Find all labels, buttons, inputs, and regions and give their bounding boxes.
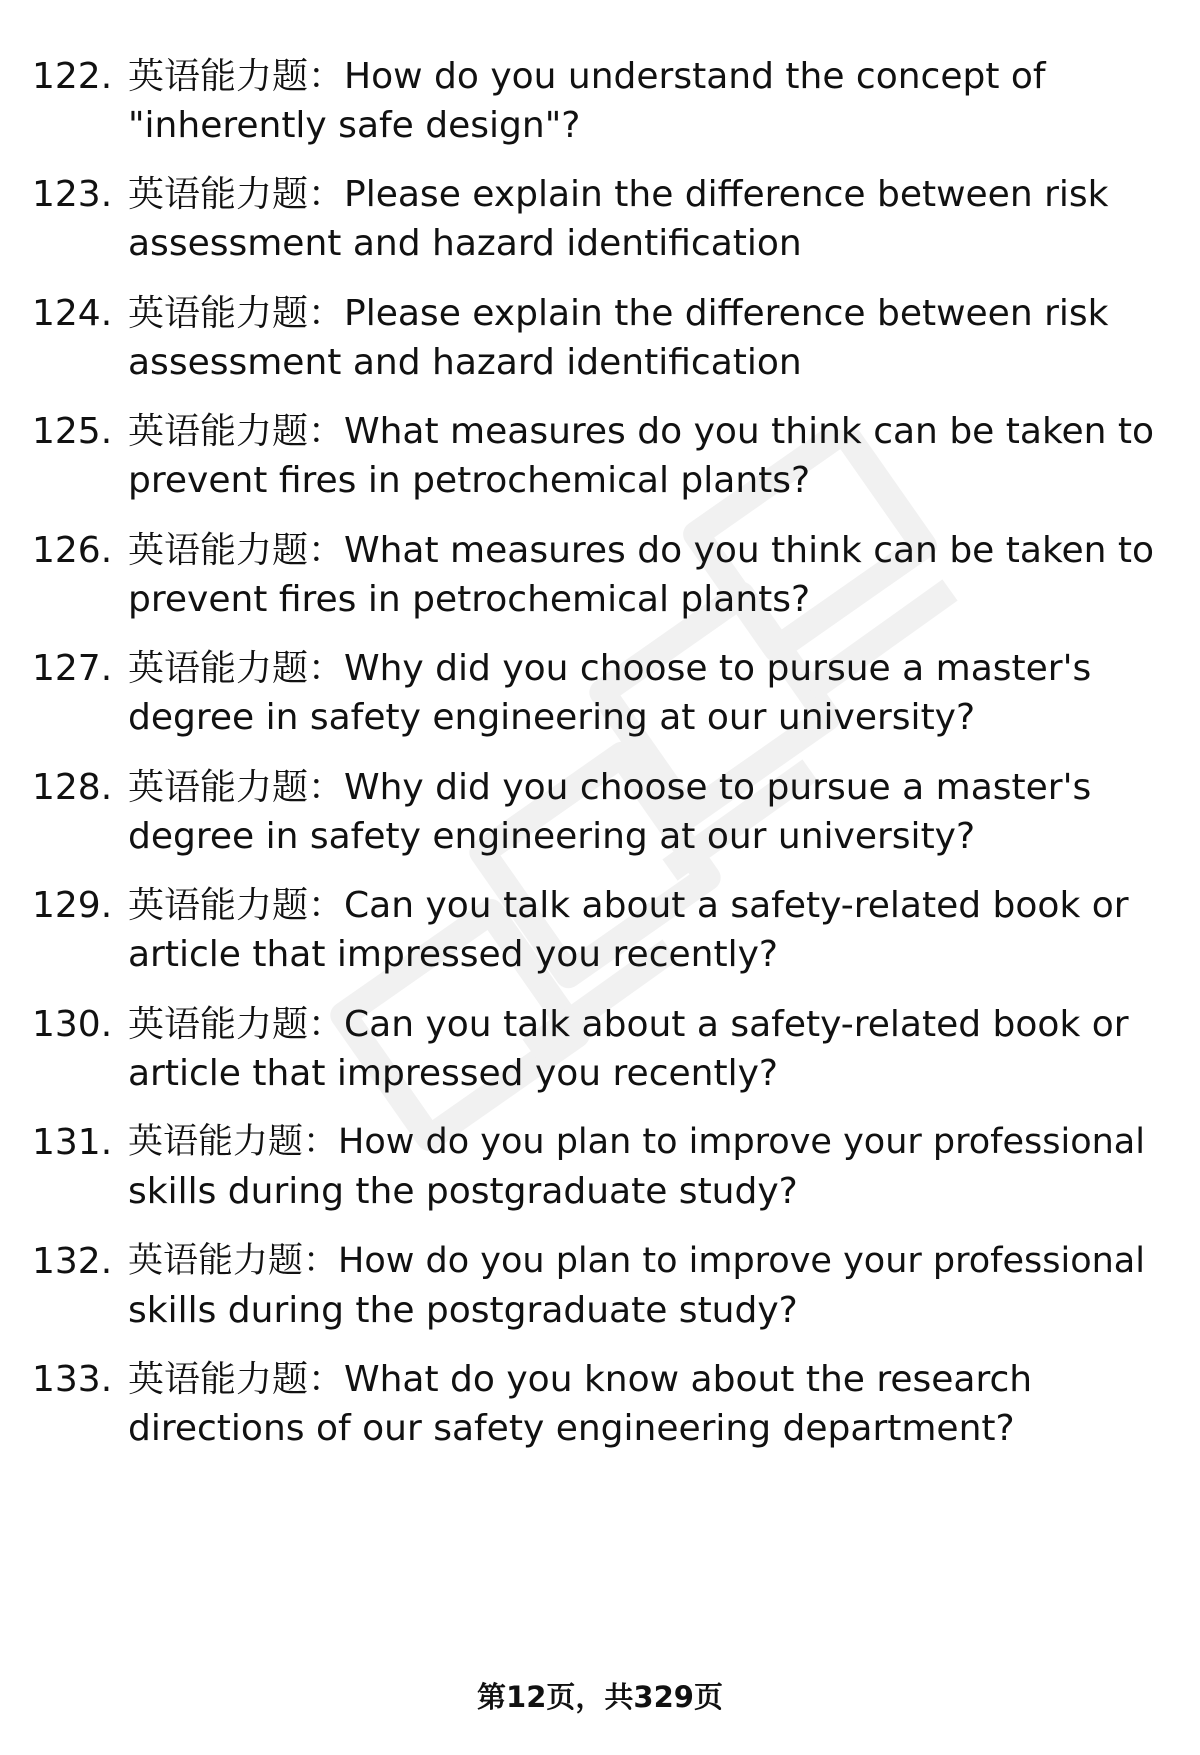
page-number-footer: 第12页，共329页 <box>477 1680 723 1714</box>
question-line <box>128 170 1168 219</box>
question-category: 英语能力题： <box>128 648 345 689</box>
question-line-text: degree in safety engineering at our university? <box>128 697 976 738</box>
question-line-text: skills during the postgraduate study? <box>128 1171 798 1212</box>
question-line <box>128 881 1168 930</box>
question-line-text: article that impressed you recently? <box>128 934 778 975</box>
question-line-text: Why did you choose to pursue a master's <box>344 648 1092 689</box>
question-line-text: Please explain the difference between risk <box>344 293 1109 334</box>
question-text <box>128 881 1168 979</box>
question-line-text: What measures do you think can be taken to <box>344 411 1155 452</box>
question-text <box>128 1000 1168 1098</box>
question-line-text: assessment and hazard identification <box>128 223 802 264</box>
question-line-text: Why did you choose to pursue a master's <box>344 767 1092 808</box>
question-text <box>128 1355 1168 1453</box>
question-line <box>128 52 1168 101</box>
question-number: 131. <box>32 1122 113 1163</box>
question-number: 127. <box>32 648 113 689</box>
question-line <box>128 1237 1168 1286</box>
question-line <box>128 407 1168 456</box>
question-category: 英语能力题： <box>128 1359 345 1400</box>
question-category: 英语能力题： <box>128 1004 345 1045</box>
question-line-text: Please explain the difference between risk <box>344 174 1109 215</box>
question-category: 英语能力题： <box>128 411 345 452</box>
question-line <box>128 289 1168 338</box>
question-category: 英语能力题： <box>128 56 345 97</box>
question-category: 英语能力题： <box>128 530 345 571</box>
question-line-text: How do you plan to improve your professional <box>338 1241 1145 1281</box>
question-line-text: article that impressed you recently? <box>128 1053 778 1094</box>
question-text <box>128 407 1168 505</box>
question-number: 128. <box>32 767 113 808</box>
question-category: 英语能力题： <box>128 293 345 334</box>
question-line-text: directions of our safety engineering department? <box>128 1408 1015 1449</box>
question-line <box>128 526 1168 575</box>
question-number: 130. <box>32 1004 113 1045</box>
question-line-text: skills during the postgraduate study? <box>128 1290 798 1331</box>
question-line <box>128 644 1168 693</box>
question-line <box>128 1118 1168 1167</box>
question-number: 123. <box>32 174 113 215</box>
question-text <box>128 526 1168 624</box>
question-line-text: What do you know about the research <box>344 1359 1033 1400</box>
question-text <box>128 52 1168 150</box>
question-category: 英语能力题： <box>128 174 345 215</box>
question-line <box>128 763 1168 812</box>
question-text <box>128 763 1168 861</box>
question-line-text: Can you talk about a safety-related book or <box>344 885 1129 926</box>
question-line-text: "inherently safe design"? <box>128 105 581 146</box>
question-category: 英语能力题： <box>128 885 345 926</box>
question-line <box>128 1000 1168 1049</box>
question-line-text: How do you plan to improve your professional <box>338 1122 1145 1162</box>
question-text <box>128 1118 1168 1216</box>
question-number: 126. <box>32 530 113 571</box>
question-text <box>128 1237 1168 1335</box>
question-number: 133. <box>32 1359 113 1400</box>
question-text <box>128 170 1168 268</box>
question-text <box>128 289 1168 387</box>
question-line-text: What measures do you think can be taken to <box>344 530 1155 571</box>
question-category: 英语能力题： <box>128 1241 339 1281</box>
question-number: 122. <box>32 56 113 97</box>
question-line-text: assessment and hazard identification <box>128 342 802 383</box>
question-number: 129. <box>32 885 113 926</box>
question-text <box>128 644 1168 742</box>
question-category: 英语能力题： <box>128 767 345 808</box>
question-line-text: degree in safety engineering at our university? <box>128 816 976 857</box>
question-number: 124. <box>32 293 113 334</box>
question-line-text: Can you talk about a safety-related book or <box>344 1004 1129 1045</box>
question-line-text: prevent fires in petrochemical plants? <box>128 579 811 620</box>
question-line <box>128 1355 1168 1404</box>
question-line-text: How do you understand the concept of <box>344 56 1046 97</box>
question-number: 125. <box>32 411 113 452</box>
question-number: 132. <box>32 1241 113 1282</box>
question-line-text: prevent fires in petrochemical plants? <box>128 460 811 501</box>
question-category: 英语能力题： <box>128 1122 339 1162</box>
